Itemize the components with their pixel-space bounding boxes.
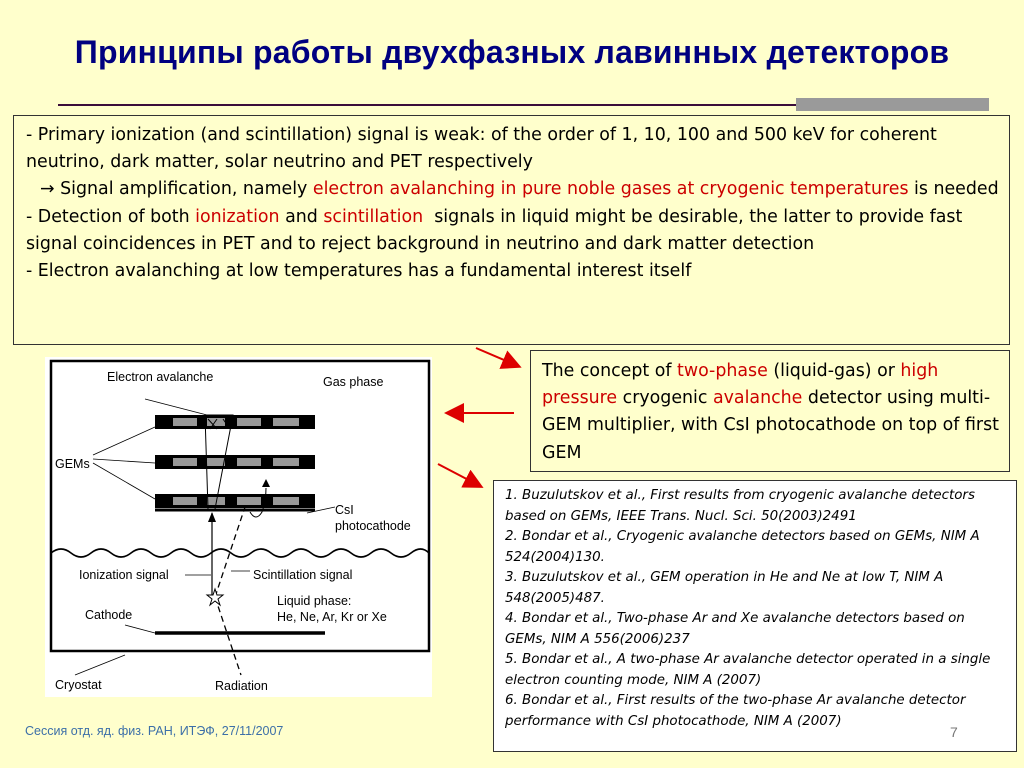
title-divider-shadow [796,98,989,111]
label-scintillation-signal: Scintillation signal [253,568,353,582]
bullet-primary-ionization: - Primary ionization (and scintillation) signal is weak: of the order of 1, 10, 100 and 500 keV for coherent neutrino, dark matter, solar neutrino and PET respectively [26,125,937,173]
radiation-path [215,597,241,675]
liquid-surface [51,549,429,557]
gem-plate-2 [155,455,315,469]
bullet-detection [26,204,999,258]
slide-title: Принципы работы двухфазных лавинных детекторов [74,34,950,70]
reference-item: 5. Bondar et al., A two-phase Ar avalanche detector operated in a single electron counting mode, NIM A (2007) [505,652,991,688]
label-cryostat: Cryostat [55,678,102,692]
reference-item: 6. Bondar et al., First results of the two-phase Ar avalanche detector performance with CsI photocathode, NIM A (2007) [505,693,966,729]
page-number: 7 [950,724,958,740]
highlight-avalanching: electron avalanching in pure noble gases at cryogenic temperatures [312,179,909,200]
highlight-ionization: ionization [195,206,280,227]
gem-plate-1 [155,415,315,429]
detection-and: and [279,206,324,227]
right-arrow-icon: → [40,179,55,200]
detection-text: - Detection of both [26,206,196,227]
label-liquid-phase: Liquid phase: [277,594,352,608]
reference-item: 3. Buzulutskov et al., GEM operation in He and Ne at low T, NIM A 548(2005)487. [505,570,944,606]
concept-text: The concept of [542,361,678,381]
label-ionization-signal: Ionization signal [79,568,169,582]
highlight-avalanche: avalanche [712,388,803,409]
concept-text-4: detector using multi-GEM multiplier, with CsI photocathode on top of first GEM [542,388,999,463]
label-radiation: Radiation [215,679,268,693]
concept-box [530,350,1010,472]
reference-item: 4. Bondar et al., Two-phase Ar and Xe avalanche detectors based on GEMs, NIM A 556(2006)237 [505,611,965,647]
amplification-text-end: is needed [908,179,999,200]
label-cathode: Cathode [85,608,133,622]
label-photocathode: photocathode [335,519,411,533]
gem-plate-3 [155,494,315,508]
label-liquid-elements: He, Ne, Ar, Kr or Xe [277,610,387,624]
arrow-to-concept [476,348,518,366]
concept-text-2: (liquid-gas) or [767,361,901,381]
footer-session: Сессия отд. яд. физ. РАН, ИТЭФ, 27/11/2007 [25,724,284,738]
label-csi: CsI [335,503,354,517]
arrow-to-references [438,464,480,486]
label-electron-avalanche: Electron avalanche [107,370,214,384]
references-box [493,480,1017,752]
bullet-fundamental-interest: - Electron avalanching at low temperatures has a fundamental interest itself [26,261,692,282]
interaction-star-icon [207,589,223,605]
reference-item: 1. Buzulutskov et al., First results from cryogenic avalanche detectors based on GEMs, IEEE Trans. Nucl. Sci. 50(2003)2491 [505,488,975,524]
label-gas-phase: Gas phase [323,375,384,389]
detection-text-end: signals in liquid might be desirable, the latter to provide fast signal coincidences in PET and to reject background in neutrino and dark matter detection [26,206,968,254]
label-gems: GEMs [55,457,90,471]
bullet-signal-amplification [26,176,999,203]
detector-diagram [45,357,432,697]
highlight-high-pressure: high pressure [542,361,939,409]
highlight-two-phase: two-phase [677,361,768,381]
amplification-text: Signal amplification, namely [54,179,313,200]
highlight-scintillation: scintillation [323,206,424,227]
concept-text-3: cryogenic [617,388,713,409]
reference-item: 2. Bondar et al., Cryogenic avalanche detectors based on GEMs, NIM A 524(2004)130. [505,529,980,565]
main-text-box [13,115,1010,345]
